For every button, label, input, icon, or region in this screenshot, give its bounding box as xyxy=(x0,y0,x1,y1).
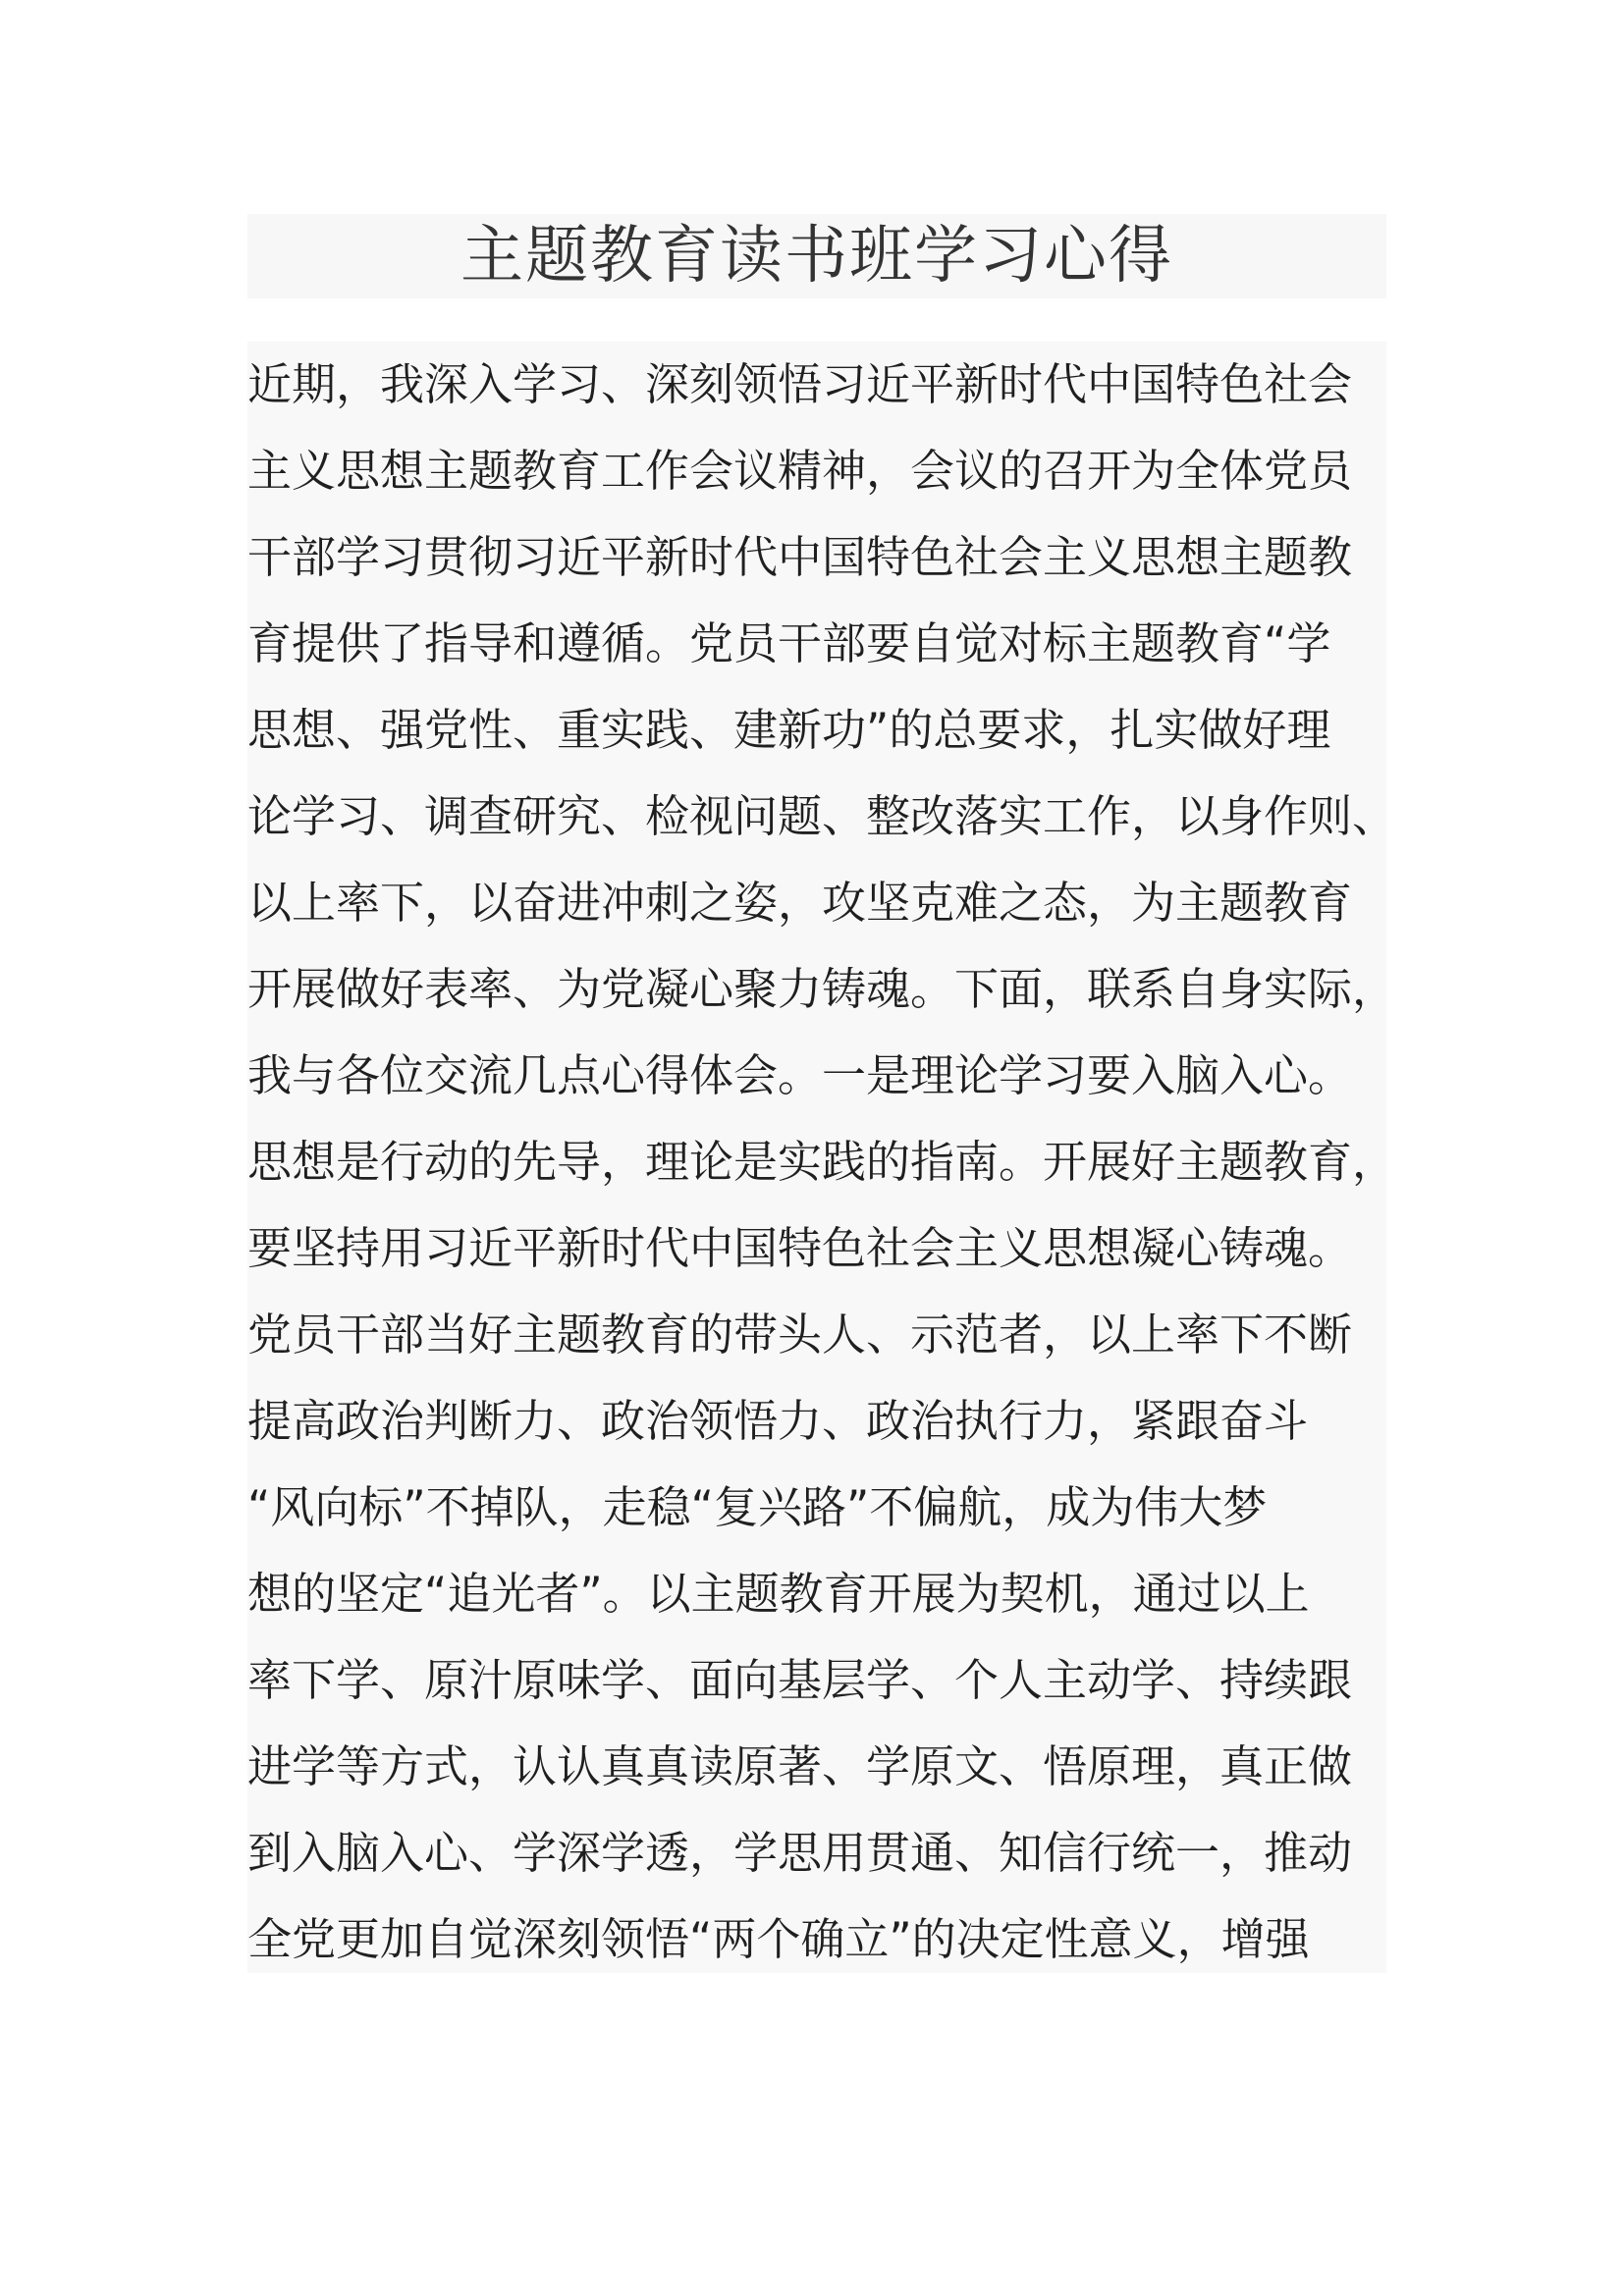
body-line: 开展做好表率、为党凝心聚力铸魂。下面，联系自身实际， xyxy=(247,963,1397,1015)
body-line: 全党更加自觉深刻领悟“两个确立”的决定性意义，增强 xyxy=(247,1913,1310,1965)
body-line: 近期，我深入学习、深刻领悟习近平新时代中国特色社会 xyxy=(247,358,1353,410)
body-line: 以上率下，以奋进冲刺之姿，攻坚克难之态，为主题教育 xyxy=(247,877,1353,929)
body-line: 率下学、原汁原味学、面向基层学、个人主动学、持续跟 xyxy=(247,1654,1353,1706)
body-line: 我与各位交流几点心得体会。一是理论学习要入脑入心。 xyxy=(247,1049,1353,1101)
body-line: 思想、强党性、重实践、建新功”的总要求，扎实做好理 xyxy=(247,704,1331,756)
body-line: 党员干部当好主题教育的带头人、示范者，以上率下不断 xyxy=(247,1308,1353,1361)
body-line: 主义思想主题教育工作会议精神，会议的召开为全体党员 xyxy=(247,445,1353,497)
body-line: 想的坚定“追光者”。以主题教育开展为契机，通过以上 xyxy=(247,1568,1310,1620)
body-line: 到入脑入心、学深学透，学思用贯通、知信行统一，推动 xyxy=(247,1827,1353,1879)
body-line: “风向标”不掉队，走稳“复兴路”不偏航，成为伟大梦 xyxy=(247,1481,1268,1533)
body-line: 论学习、调查研究、检视问题、整改落实工作，以身作则、 xyxy=(247,790,1397,842)
title-band xyxy=(247,214,1386,298)
body-line: 思想是行动的先导，理论是实践的指南。开展好主题教育， xyxy=(247,1136,1397,1188)
body-line: 干部学习贯彻习近平新时代中国特色社会主义思想主题教 xyxy=(247,531,1353,583)
document-body xyxy=(247,342,1397,1973)
document-title: 主题教育读书班学习心得 xyxy=(460,220,1173,293)
body-line: 进学等方式，认认真真读原著、学原文、悟原理，真正做 xyxy=(247,1740,1353,1792)
body-line: 提高政治判断力、政治领悟力、政治执行力，紧跟奋斗 xyxy=(247,1395,1309,1447)
body-line: 育提供了指导和遵循。党员干部要自觉对标主题教育“学 xyxy=(247,617,1331,669)
body-line: 要坚持用习近平新时代中国特色社会主义思想凝心铸魂。 xyxy=(247,1222,1353,1274)
